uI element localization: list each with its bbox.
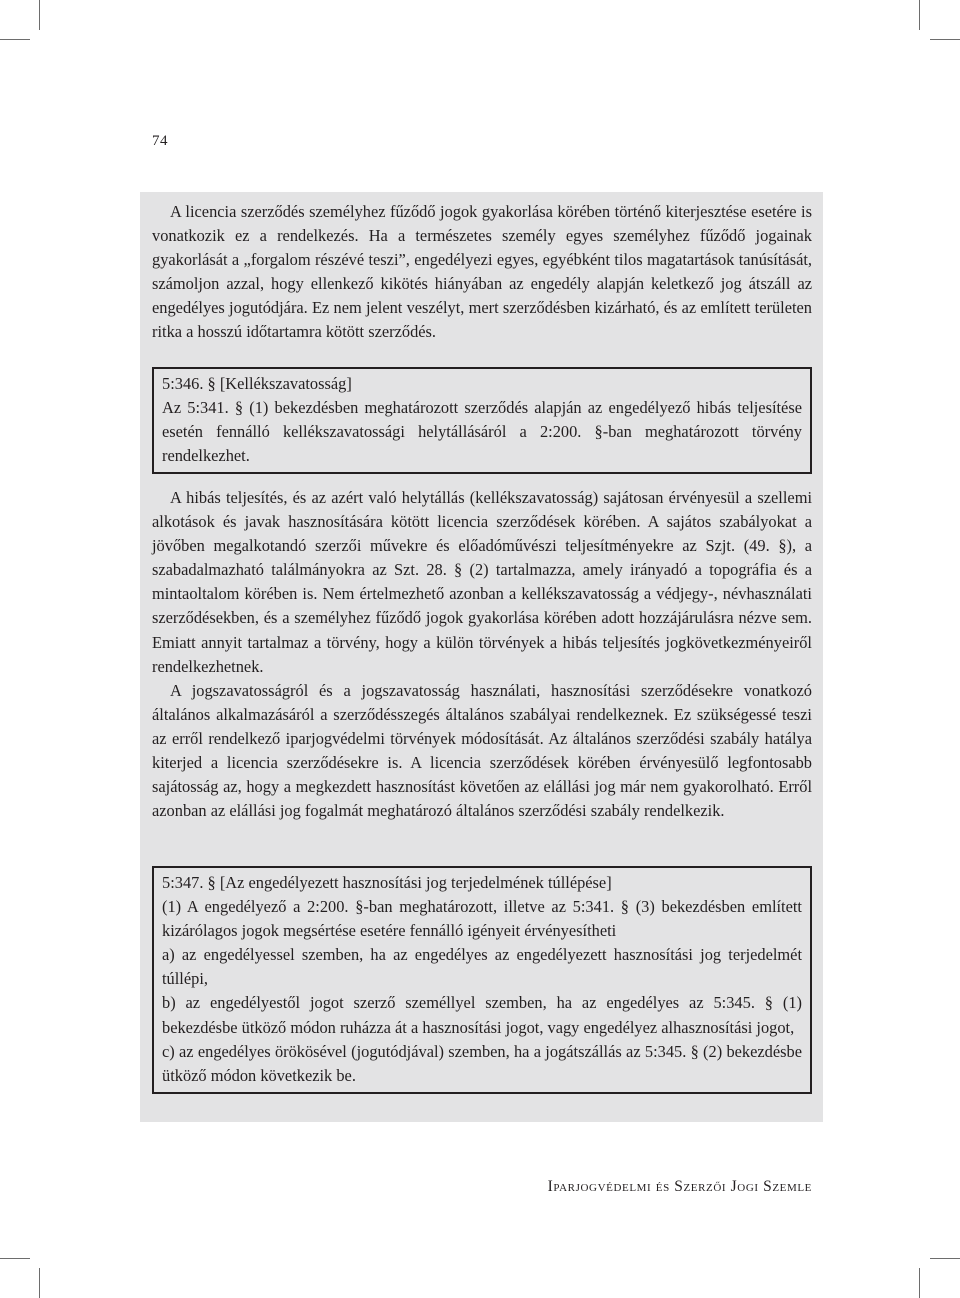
intro-paragraph-block	[152, 200, 812, 345]
crop-mark	[39, 1268, 40, 1298]
section-5347-point-a: a) az engedélyessel szemben, ha az engedélyes az engedélyezett hasznosítási jog terjedelmét túllépi,	[162, 945, 802, 989]
section-5347-point-b: b) az engedélyestől jogot szerző személlyel szemben, ha az engedélyes az 5:345. § (1) bekezdésbe ütköző módon ruházza át a hasznosítási jogot, vagy engedélyez alhasznosítási jogot,	[162, 993, 802, 1037]
crop-mark	[930, 39, 960, 40]
section-5347-point-c: c) az engedélyes örökösével (jogutódjával) szemben, ha a jogátszállás az 5:345. § (2) bekezdésbe ütköző módon következik be.	[162, 1041, 802, 1085]
commentary-paragraph: A hibás teljesítés, és az azért való helytállás (kellékszavatosság) sajátosan érvényesül a szellemi alkotások és javak hasznosítására kötött licencia szerződések körében. A sajátos szabályokat a jövőben megalkotandó szerzői művekre és előadóművészi teljesítményekre az Szjt. (49. §), a szabadalmazható találmányokra az Szt. 28. § (2) tartalmazza, amely irányadó a topográfia és a mintaoltalom körében is. Nem értelmezhető azonban a kellékszavatosság a védjegy-, névhasználati szerződésekben, és a személyhez fűződő jogok gyakorlása körében adott hozzájárulásra nézve sem. Emiatt annyit tartalmaz a törvény, hogy a külön törvények a hibás teljesítés jogkövetkezményeiről rendelkezhetnek.	[152, 488, 812, 676]
commentary-paragraph: A jogszavatosságról és a jogszavatosság használati, hasznosítási szerződésekre vonatkozó általános alkalmazásáról a szerződésszegés általános szabályai rendelkeznek. Ez szükségessé teszi az erről rendelkező iparjogvédelmi törvények módosítását. Az általános szerződési szabály hatálya kiterjed a licencia szerződésekre is. A licencia szerződések körében érvényesülő legfontosabb sajátosság az, hogy a megkezdett hasznosítást követően az elállási jog már nem gyakorolható. Erről azonban az elállási jog fogalmát meghatározó általános szerződési szabály rendelkezik.	[152, 680, 812, 821]
section-5346-box	[152, 367, 812, 474]
page-number: 74	[152, 133, 168, 149]
commentary-block	[152, 486, 812, 823]
crop-mark	[930, 1258, 960, 1259]
section-5347-intro: (1) A engedélyező a 2:200. §-ban meghatározott, illetve az 5:341. § (3) bekezdésben említett kizárólagos jogok megsértése esetére fennálló igényeit érvényesítheti	[162, 897, 802, 941]
section-5347-box	[152, 866, 812, 1094]
crop-mark	[919, 1268, 920, 1298]
journal-title: Iparjogvédelmi és Szerzői Jogi Szemle	[547, 1178, 812, 1195]
section-5346-heading: 5:346. § [Kellékszavatosság]	[162, 374, 352, 393]
intro-paragraph: A licencia szerződés személyhez fűződő jogok gyakorlása körében történő kiterjesztése esetére is vonatkozik ez a rendelkezés. Ha a természetes személy egyes személyhez fűződő jogainak gyakorlását a „forgalom részévé teszi”, engedélyezi egyes, egyébként tilos magatartások tanúsítását, számoljon azzal, hogy ellenkező kikötés hiányában az engedély alapján keletkező jog átszáll az engedélyes jogutódjára. Ez nem jelent veszélyt, mert szerződésben kizárható, és az említett területen ritka a hosszú időtartamra kötött szerződés.	[152, 202, 812, 342]
crop-mark	[0, 39, 30, 40]
crop-mark	[919, 0, 920, 30]
crop-mark	[0, 1258, 30, 1259]
crop-mark	[39, 0, 40, 30]
section-5347-heading: 5:347. § [Az engedélyezett hasznosítási jog terjedelmének túllépése]	[162, 873, 612, 892]
section-5346-body: Az 5:341. § (1) bekezdésben meghatározott szerződés alapján az engedélyező hibás teljesítése esetén fennálló kellékszavatossági helytállásáról a 2:200. §-ban meghatározott törvény rendelkezhet.	[162, 398, 802, 466]
